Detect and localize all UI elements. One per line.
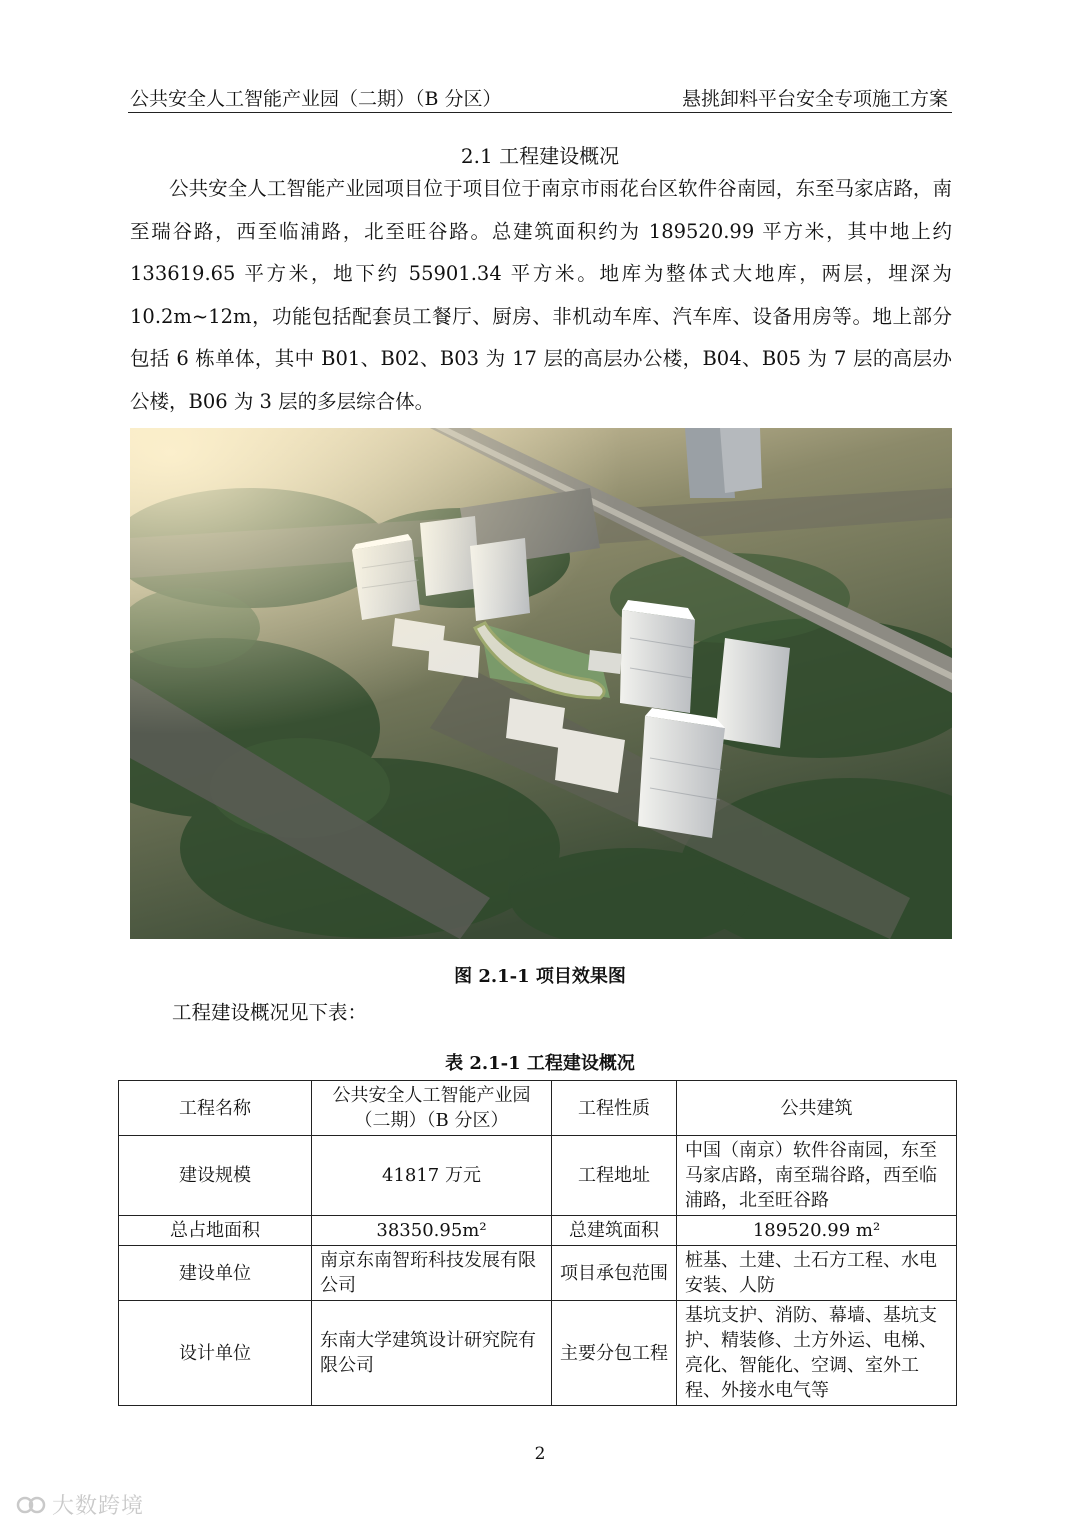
header-divider: [128, 112, 952, 113]
table-row: [119, 1246, 957, 1301]
figure-caption: 图 2.1-1 项目效果图: [454, 966, 626, 987]
project-overview-table: [118, 1080, 957, 1406]
table-cell-label: 建设规模: [119, 1136, 312, 1216]
table-cell-value: 东南大学建筑设计研究院有限公司: [312, 1301, 552, 1406]
table-cell-value: 公共建筑: [677, 1081, 957, 1136]
table-row: [119, 1301, 957, 1406]
table-row: [119, 1216, 957, 1246]
table-cell-value: 基坑支护、消防、幕墙、基坑支护、精装修、土方外运、电梯、亮化、智能化、空调、室外工程、外接水电气等: [677, 1301, 957, 1406]
table-cell-value: 桩基、土建、土石方工程、水电安装、人防: [677, 1246, 957, 1301]
table-cell-value: 189520.99 m²: [677, 1216, 957, 1246]
table-cell-label: 总占地面积: [119, 1216, 312, 1246]
table-cell-label: 建设单位: [119, 1246, 312, 1301]
table-cell-value: 南京东南智珩科技发展有限公司: [312, 1246, 552, 1301]
table-cell-value: 中国（南京）软件谷南园，东至马家店路，南至瑞谷路，西至临浦路，北至旺谷路: [677, 1136, 957, 1216]
body-paragraph: [130, 168, 952, 423]
header-document-title: 公共安全人工智能产业园（二期）（B 分区）: [130, 88, 502, 110]
section-title: 2.1 工程建设概况: [460, 144, 620, 168]
table-cell-value: 38350.95m²: [312, 1216, 552, 1246]
page-number: 2: [534, 1444, 546, 1464]
table-cell-label: 主要分包工程: [552, 1301, 677, 1406]
table-row: [119, 1136, 957, 1216]
table-cell-label: 工程地址: [552, 1136, 677, 1216]
header-plan-title: 悬挑卸料平台安全专项施工方案: [681, 88, 948, 110]
table-cell-label: 工程性质: [552, 1081, 677, 1136]
project-rendering-image: [130, 428, 952, 939]
table-intro-text: 工程建设概况见下表：: [172, 1001, 368, 1024]
watermark-text: 大数跨境: [52, 1494, 145, 1519]
table-cell-value: 公共安全人工智能产业园（二期）（B 分区）: [312, 1081, 552, 1136]
table-row: [119, 1081, 957, 1136]
table-cell-label: 总建筑面积: [552, 1216, 677, 1246]
table-caption: 表 2.1-1 工程建设概况: [445, 1053, 635, 1074]
table-cell-value: 41817 万元: [312, 1136, 552, 1216]
body-text: 公共安全人工智能产业园项目位于项目位于南京市雨花台区软件谷南园，东至马家店路，南至瑞谷路，西至临浦路，北至旺谷路。总建筑面积约为 189520.99 平方米，其中地上约 133619.65 平方米，地下约 55901.34 平方米。地库为整体式大地库，两层，埋深为 10.2m~12m，功能包括配套员工餐厅、厨房、非机动车库、汽车库、设备用房等。地上部分包括 6 栋单体，其中 B01、B02、B03 为 17 层的高层办公楼，B04、B05 为 7 层的高层办公楼，B06 为 3 层的多层综合体。: [130, 177, 952, 413]
table-cell-label: 项目承包范围: [552, 1246, 677, 1301]
watermark-logo-icon: [16, 1494, 46, 1516]
table-cell-label: 工程名称: [119, 1081, 312, 1136]
table-cell-label: 设计单位: [119, 1301, 312, 1406]
watermark: [16, 1489, 144, 1520]
